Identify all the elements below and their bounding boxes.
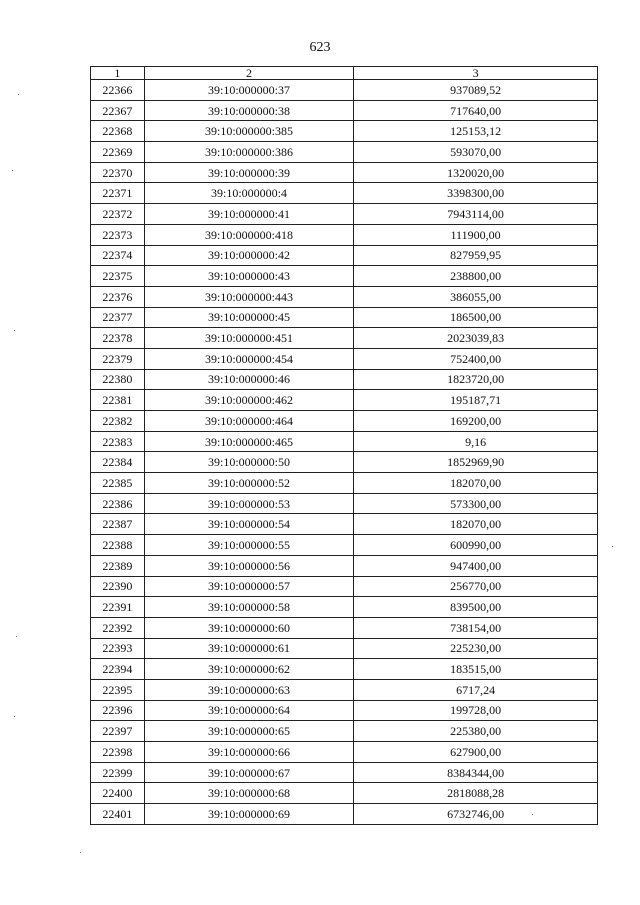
cadastral-number-cell: 39:10:000000:38 xyxy=(144,100,353,121)
table-row xyxy=(91,783,598,804)
row-number-cell: 22387 xyxy=(91,514,145,535)
cadastral-number-cell: 39:10:000000:462 xyxy=(144,390,353,411)
column-header-2: 2 xyxy=(144,67,353,80)
value-cell: 225230,00 xyxy=(354,638,598,659)
value-cell: 3398300,00 xyxy=(354,183,598,204)
table-row xyxy=(91,762,598,783)
value-cell: 827959,95 xyxy=(354,245,598,266)
cadastral-number-cell: 39:10:000000:451 xyxy=(144,328,353,349)
cadastral-number-cell: 39:10:000000:54 xyxy=(144,514,353,535)
table-header-row xyxy=(91,67,598,80)
column-header-3: 3 xyxy=(354,67,598,80)
value-cell: 573300,00 xyxy=(354,493,598,514)
cadastral-number-cell: 39:10:000000:57 xyxy=(144,576,353,597)
cadastral-number-cell: 39:10:000000:41 xyxy=(144,204,353,225)
cadastral-number-cell: 39:10:000000:64 xyxy=(144,700,353,721)
row-number-cell: 22379 xyxy=(91,348,145,369)
row-number-cell: 22401 xyxy=(91,804,145,825)
table-row xyxy=(91,473,598,494)
value-cell: 937089,52 xyxy=(354,80,598,101)
value-cell: 256770,00 xyxy=(354,576,598,597)
scan-speck xyxy=(14,330,15,331)
cadastral-number-cell: 39:10:000000:63 xyxy=(144,679,353,700)
table-row xyxy=(91,245,598,266)
table-row xyxy=(91,659,598,680)
value-cell: 182070,00 xyxy=(354,514,598,535)
row-number-cell: 22382 xyxy=(91,411,145,432)
cadastral-number-cell: 39:10:000000:39 xyxy=(144,162,353,183)
cadastral-number-cell: 39:10:000000:55 xyxy=(144,535,353,556)
cadastral-number-cell: 39:10:000000:45 xyxy=(144,307,353,328)
table-row xyxy=(91,142,598,163)
cadastral-number-cell: 39:10:000000:454 xyxy=(144,348,353,369)
row-number-cell: 22381 xyxy=(91,390,145,411)
row-number-cell: 22367 xyxy=(91,100,145,121)
cadastral-number-cell: 39:10:000000:68 xyxy=(144,783,353,804)
row-number-cell: 22380 xyxy=(91,369,145,390)
value-cell: 752400,00 xyxy=(354,348,598,369)
row-number-cell: 22398 xyxy=(91,742,145,763)
table-row xyxy=(91,369,598,390)
row-number-cell: 22366 xyxy=(91,80,145,101)
table-row xyxy=(91,452,598,473)
row-number-cell: 22374 xyxy=(91,245,145,266)
cadastral-number-cell: 39:10:000000:58 xyxy=(144,597,353,618)
table-row xyxy=(91,742,598,763)
table-row xyxy=(91,535,598,556)
row-number-cell: 22400 xyxy=(91,783,145,804)
table-row xyxy=(91,411,598,432)
value-cell: 182070,00 xyxy=(354,473,598,494)
table-row xyxy=(91,514,598,535)
table-row xyxy=(91,100,598,121)
value-cell: 9,16 xyxy=(354,431,598,452)
table-row xyxy=(91,597,598,618)
value-cell: 125153,12 xyxy=(354,121,598,142)
table-row xyxy=(91,328,598,349)
row-number-cell: 22370 xyxy=(91,162,145,183)
scan-speck xyxy=(14,716,15,717)
scan-speck xyxy=(532,814,533,815)
table-row xyxy=(91,204,598,225)
table-row xyxy=(91,679,598,700)
row-number-cell: 22372 xyxy=(91,204,145,225)
value-cell: 738154,00 xyxy=(354,617,598,638)
row-number-cell: 22385 xyxy=(91,473,145,494)
cadastral-number-cell: 39:10:000000:386 xyxy=(144,142,353,163)
table-row xyxy=(91,638,598,659)
table-row xyxy=(91,80,598,101)
cadastral-number-cell: 39:10:000000:50 xyxy=(144,452,353,473)
cadastral-number-cell: 39:10:000000:53 xyxy=(144,493,353,514)
cadastral-number-cell: 39:10:000000:60 xyxy=(144,617,353,638)
value-cell: 717640,00 xyxy=(354,100,598,121)
value-cell: 111900,00 xyxy=(354,224,598,245)
cadastral-number-cell: 39:10:000000:61 xyxy=(144,638,353,659)
value-cell: 839500,00 xyxy=(354,597,598,618)
row-number-cell: 22375 xyxy=(91,266,145,287)
row-number-cell: 22394 xyxy=(91,659,145,680)
cadastral-number-cell: 39:10:000000:464 xyxy=(144,411,353,432)
page-number: 623 xyxy=(309,40,331,55)
row-number-cell: 22397 xyxy=(91,721,145,742)
scan-speck xyxy=(18,94,19,95)
scan-speck xyxy=(612,546,613,547)
value-cell: 6717,24 xyxy=(354,679,598,700)
cadastral-number-cell: 39:10:000000:67 xyxy=(144,762,353,783)
cadastral-number-cell: 39:10:000000:443 xyxy=(144,286,353,307)
table-row xyxy=(91,721,598,742)
value-cell: 6732746,00 xyxy=(354,804,598,825)
table-row xyxy=(91,307,598,328)
row-number-cell: 22392 xyxy=(91,617,145,638)
value-cell: 199728,00 xyxy=(354,700,598,721)
table-row xyxy=(91,493,598,514)
value-cell: 600990,00 xyxy=(354,535,598,556)
row-number-cell: 22369 xyxy=(91,142,145,163)
value-cell: 386055,00 xyxy=(354,286,598,307)
value-cell: 2023039,83 xyxy=(354,328,598,349)
cadastral-number-cell: 39:10:000000:52 xyxy=(144,473,353,494)
row-number-cell: 22371 xyxy=(91,183,145,204)
scan-speck xyxy=(12,170,13,171)
row-number-cell: 22378 xyxy=(91,328,145,349)
value-cell: 2818088,28 xyxy=(354,783,598,804)
value-cell: 8384344,00 xyxy=(354,762,598,783)
cadastral-number-cell: 39:10:000000:46 xyxy=(144,369,353,390)
value-cell: 169200,00 xyxy=(354,411,598,432)
row-number-cell: 22373 xyxy=(91,224,145,245)
value-cell: 7943114,00 xyxy=(354,204,598,225)
table-row xyxy=(91,266,598,287)
cadastral-number-cell: 39:10:000000:418 xyxy=(144,224,353,245)
table-row xyxy=(91,183,598,204)
value-cell: 225380,00 xyxy=(354,721,598,742)
row-number-cell: 22389 xyxy=(91,555,145,576)
table-row xyxy=(91,224,598,245)
table-row xyxy=(91,390,598,411)
value-cell: 1823720,00 xyxy=(354,369,598,390)
data-table xyxy=(90,66,598,825)
row-number-cell: 22388 xyxy=(91,535,145,556)
column-header-1: 1 xyxy=(91,67,145,80)
value-cell: 238800,00 xyxy=(354,266,598,287)
cadastral-number-cell: 39:10:000000:66 xyxy=(144,742,353,763)
table-row xyxy=(91,121,598,142)
table-row xyxy=(91,555,598,576)
table-row xyxy=(91,617,598,638)
table-row xyxy=(91,348,598,369)
row-number-cell: 22395 xyxy=(91,679,145,700)
table-row xyxy=(91,804,598,825)
row-number-cell: 22399 xyxy=(91,762,145,783)
row-number-cell: 22396 xyxy=(91,700,145,721)
value-cell: 186500,00 xyxy=(354,307,598,328)
scan-speck xyxy=(16,636,17,637)
cadastral-number-cell: 39:10:000000:65 xyxy=(144,721,353,742)
row-number-cell: 22384 xyxy=(91,452,145,473)
cadastral-number-cell: 39:10:000000:37 xyxy=(144,80,353,101)
cadastral-number-cell: 39:10:000000:62 xyxy=(144,659,353,680)
row-number-cell: 22368 xyxy=(91,121,145,142)
cadastral-number-cell: 39:10:000000:43 xyxy=(144,266,353,287)
row-number-cell: 22376 xyxy=(91,286,145,307)
value-cell: 627900,00 xyxy=(354,742,598,763)
cadastral-number-cell: 39:10:000000:465 xyxy=(144,431,353,452)
table-row xyxy=(91,162,598,183)
table-row xyxy=(91,431,598,452)
row-number-cell: 22383 xyxy=(91,431,145,452)
row-number-cell: 22386 xyxy=(91,493,145,514)
table-row xyxy=(91,286,598,307)
value-cell: 947400,00 xyxy=(354,555,598,576)
value-cell: 195187,71 xyxy=(354,390,598,411)
value-cell: 1852969,90 xyxy=(354,452,598,473)
cadastral-number-cell: 39:10:000000:56 xyxy=(144,555,353,576)
row-number-cell: 22391 xyxy=(91,597,145,618)
table-row xyxy=(91,700,598,721)
table-row xyxy=(91,576,598,597)
row-number-cell: 22393 xyxy=(91,638,145,659)
value-cell: 1320020,00 xyxy=(354,162,598,183)
cadastral-number-cell: 39:10:000000:4 xyxy=(144,183,353,204)
value-cell: 593070,00 xyxy=(354,142,598,163)
scan-speck xyxy=(80,852,81,853)
row-number-cell: 22390 xyxy=(91,576,145,597)
row-number-cell: 22377 xyxy=(91,307,145,328)
cadastral-number-cell: 39:10:000000:69 xyxy=(144,804,353,825)
value-cell: 183515,00 xyxy=(354,659,598,680)
cadastral-number-cell: 39:10:000000:42 xyxy=(144,245,353,266)
cadastral-number-cell: 39:10:000000:385 xyxy=(144,121,353,142)
